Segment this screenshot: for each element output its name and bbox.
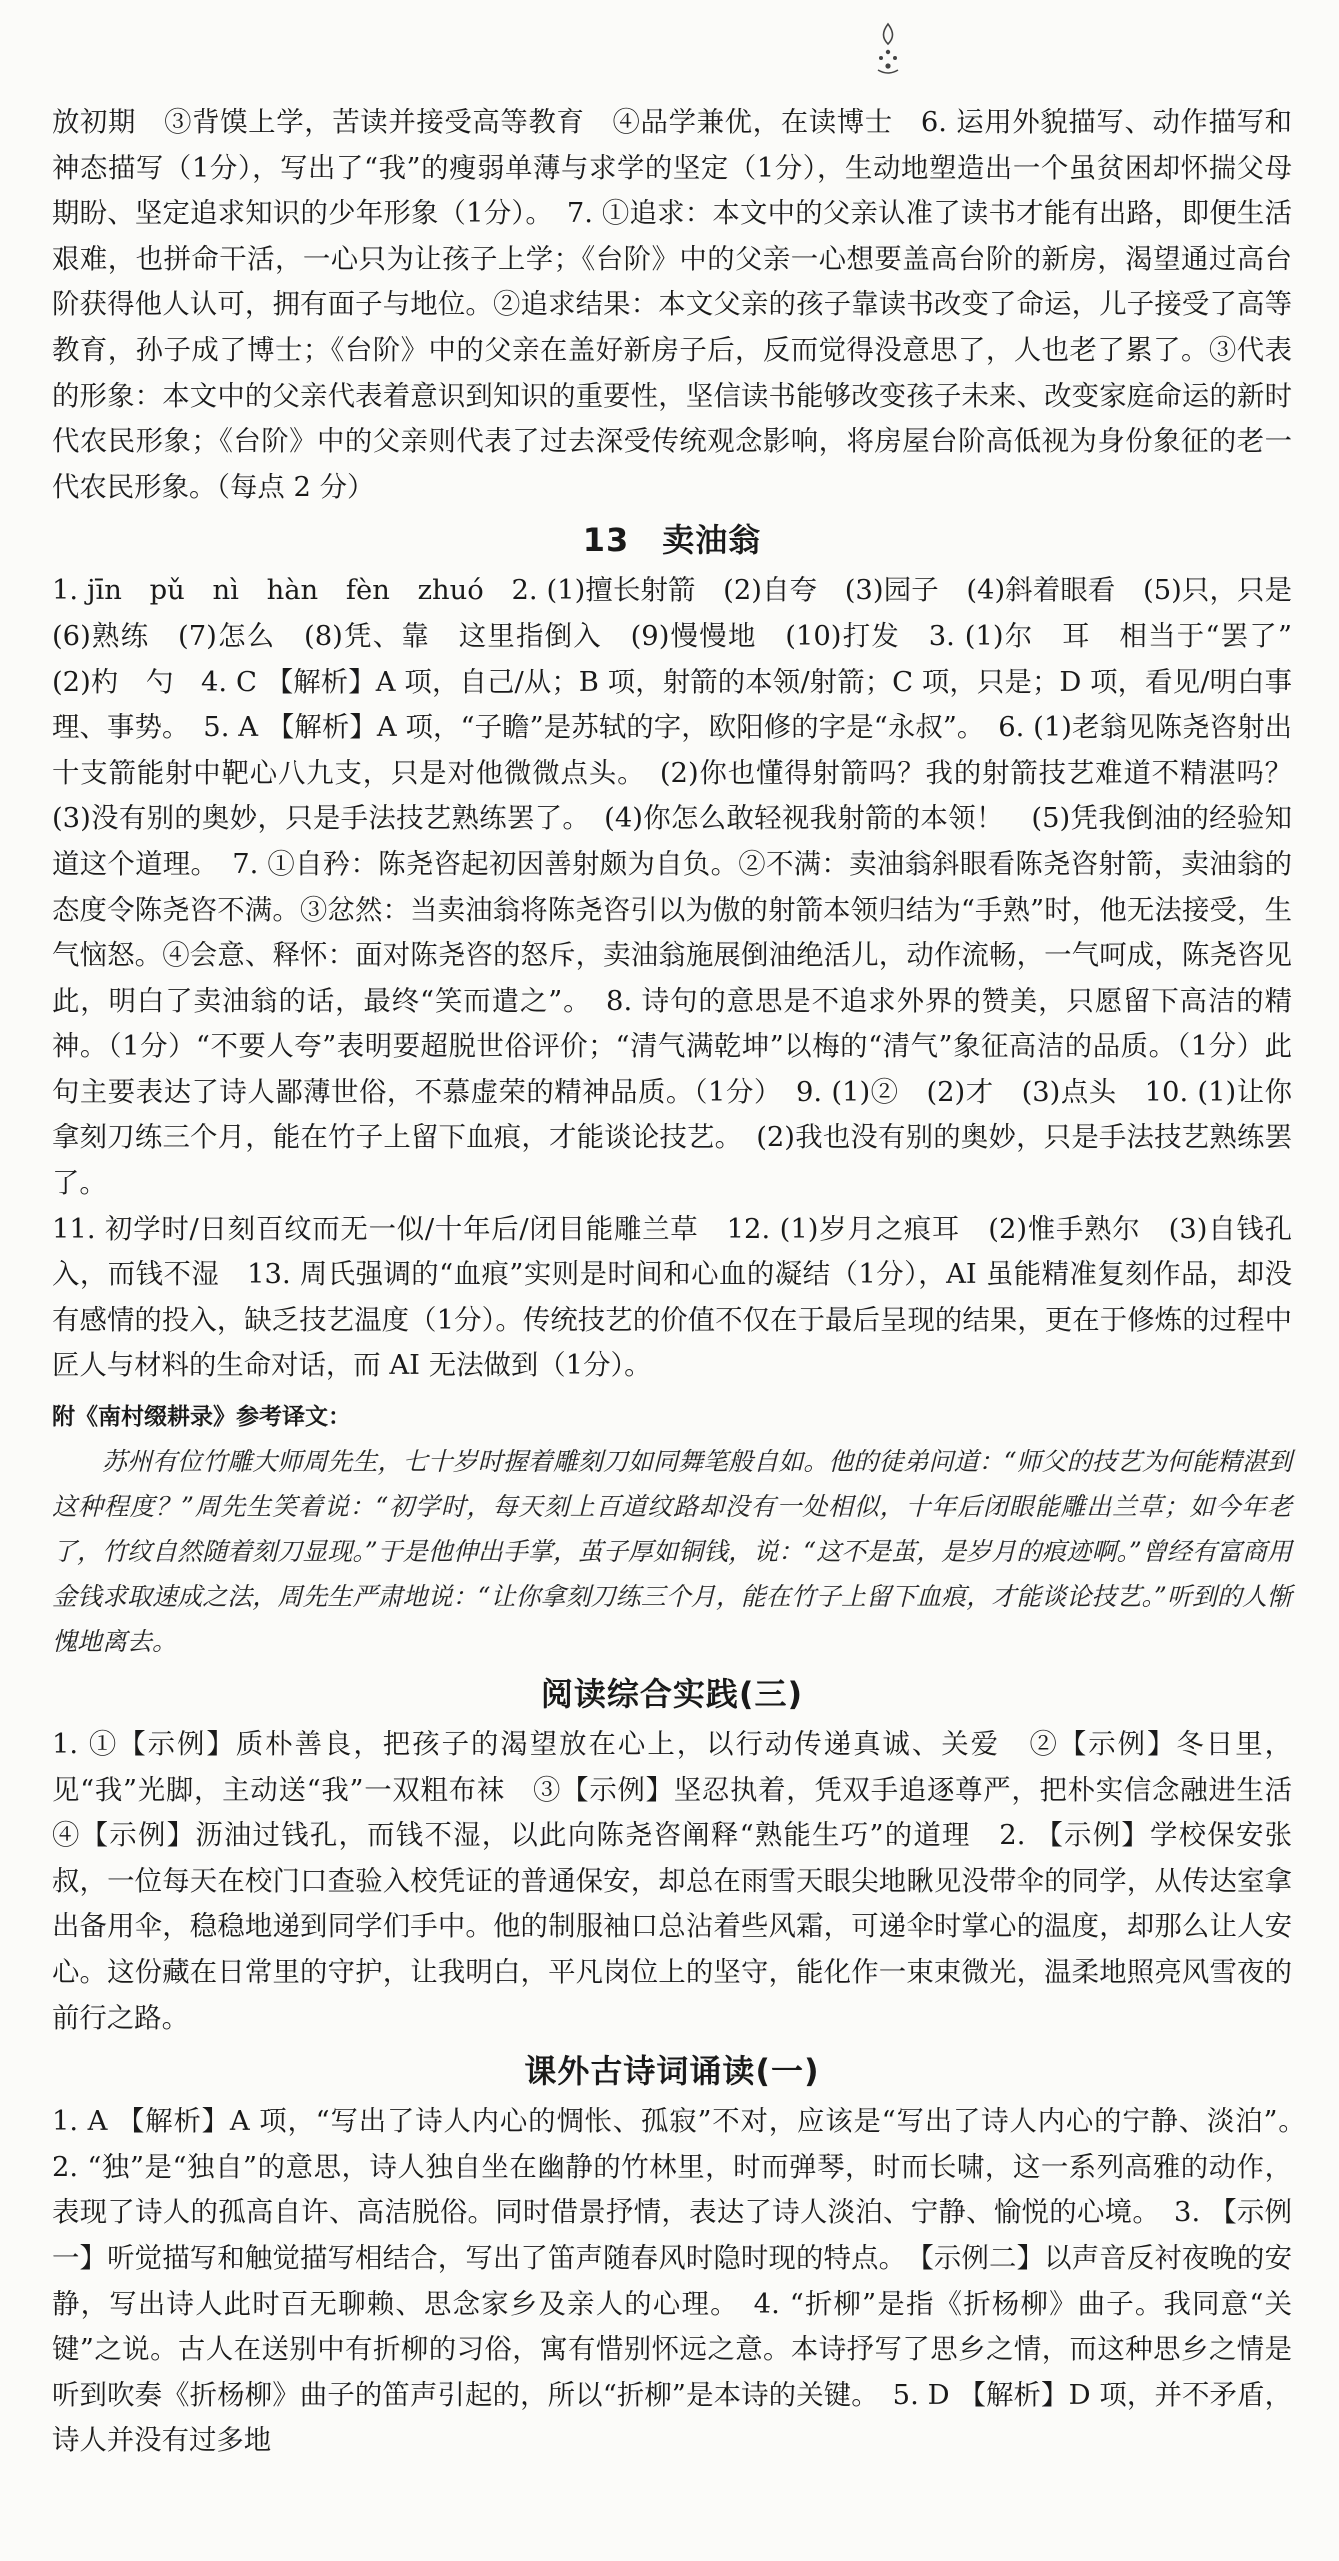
- section-title-maiyouweng: 13 卖油翁: [582, 521, 762, 560]
- section-title-classical-poems: 课外古诗词诵读(一): [524, 2052, 820, 2091]
- section-title-reading-practice: 阅读综合实践(三): [540, 1675, 804, 1714]
- answer-paragraph-prev-lesson: 放初期 ③背馍上学，苦读并接受高等教育 ④品学兼优，在读博士 6. 运用外貌描写、动作描写和神态描写（1分），写出了“我”的瘦弱单薄与求学的坚定（1分），生动地塑造出一个虽贫困却怀揣父母期盼、坚定追求知识的少年形象（1分）。 7. ①追求：本文中的父亲认准了读书才能有出路，即便生活艰难，也拼命干活，一心只为让孩子上学；《台阶》中的父亲一心想要盖高台阶的新房，渴望通过高台阶获得他人认可，拥有面子与地位。②追求结果：本文父亲的孩子靠读书改变了命运，儿子接受了高等教育，孙子成了博士；《台阶》中的父亲在盖好新房子后，反而觉得没意思了，人也老了累了。③代表的形象：本文中的父亲代表着意识到知识的重要性，坚信读书能够改变孩子未来、改变家庭命运的新时代农民形象；《台阶》中的父亲则代表了过去深受传统观念影响，将房屋台阶高低视为身份象征的老一代农民形象。（每点 2 分）: [52, 107, 1292, 503]
- appendix-heading: 附《南村缀耕录》参考译文：: [52, 1404, 351, 1431]
- answer-paragraph-reading-practice: 1. ①【示例】质朴善良，把孩子的渴望放在心上，以行动传递真诚、关爱 ②【示例】冬日里，见“我”光脚，主动送“我”一双粗布袜 ③【示例】坚忍执着，凭双手追逐尊严，把朴实信念融进生活 ④【示例】沥油过钱孔，而钱不湿，以此向陈尧咨阐释“熟能生巧”的道理 2. 【示例】学校保安张叔，一位每天在校门口查验入校凭证的普通保安，却总在雨雪天眼尖地瞅见没带伞的同学，从传达室拿出备用伞，稳稳地递到同学们手中。他的制服袖口总沾着些风霜，可递伞时掌心的温度，却那么让人安心。这份藏在日常里的守护，让我明白，平凡岗位上的坚守，能化作一束束微光，温柔地照亮风雪夜的前行之路。: [52, 1729, 1320, 2034]
- answer-paragraph-maiyouweng-2: 11. 初学时/日刻百纹而无一似/十年后/闭目能雕兰草 12. (1)岁月之痕耳 (2)惟手熟尔 (3)自钱孔入，而钱不湿 13. 周氏强调的“血痕”实则是时间和心血的凝结（1分），AI 虽能精准复刻作品，却没有感情的投入，缺乏技艺温度（1分）。传统技艺的价值不仅在于最后呈现的结果，更在于修炼的过程中匠人与材料的生命对话，而 AI 无法做到（1分）。: [52, 1213, 1292, 1382]
- answer-key-content: [52, 100, 1320, 2464]
- answer-paragraph-maiyouweng-1: 1. jīn pǔ nì hàn fèn zhuó 2. (1)擅长射箭 (2)自夸 (3)园子 (4)斜着眼看 (5)只，只是 (6)熟练 (7)怎么 (8)凭、靠 这里指倒入 (9)慢慢地 (10)打发 3. (1)尔 耳 相当于“罢了” (2)杓 勺 4. C 【解析】A 项，自己/从；B 项，射箭的本领/射箭；C 项，只是；D 项，看见/明白事理、事势。 5. A 【解析】A 项，“子瞻”是苏轼的字，欧阳修的字是“永叔”。 6. (1)老翁见陈尧咨射出十支箭能射中靶心八九支，只是对他微微点头。 (2)你也懂得射箭吗？我的射箭技艺难道不精湛吗？ (3)没有别的奥妙，只是手法技艺熟练罢了。 (4)你怎么敢轻视我射箭的本领！ (5)凭我倒油的经验知道这个道理。 7. ①自矜：陈尧咨起初因善射颇为自负。②不满：卖油翁斜眼看陈尧咨射箭，卖油翁的态度令陈尧咨不满。③忿然：当卖油翁将陈尧咨引以为傲的射箭本领归结为“手熟”时，他无法接受，生气恼怒。④会意、释怀：面对陈尧咨的怒斥，卖油翁施展倒油绝活儿，动作流畅，一气呵成，陈尧咨见此，明白了卖油翁的话，最终“笑而遣之”。 8. 诗句的意思是不追求外界的赞美，只愿留下高洁的精神。（1分）“不要人夸”表明要超脱世俗评价；“清气满乾坤”以梅的“清气”象征高洁的品质。（1分）此句主要表达了诗人鄙薄世俗，不慕虚荣的精神品质。（1分） 9. (1)② (2)才 (3)点头 10. (1)让你拿刻刀练三个月，能在竹子上留下血痕，才能谈论技艺。 (2)我也没有别的奥妙，只是手法技艺熟练罢了。: [52, 575, 1320, 1200]
- translation-paragraph: 苏州有位竹雕大师周先生，七十岁时握着雕刻刀如同舞笔般自如。他的徒弟问道：“师父的技艺为何能精湛到这种程度？”周先生笑着说：“初学时，每天刻上百道纹路却没有一处相似，十年后闭眼能雕出兰草；如今年老了，竹纹自然随着刻刀显现。”于是他伸出手掌，茧子厚如铜钱，说：“这不是茧，是岁月的痕迹啊。”曾经有富商用金钱求取速成之法，周先生严肃地说：“让你拿刻刀练三个月，能在竹子上留下血痕，才能谈论技艺。”听到的人惭愧地离去。: [52, 1447, 1292, 1657]
- ornament-icon: [868, 22, 908, 78]
- answer-paragraph-classical-poems: 1. A 【解析】A 项，“写出了诗人内心的惆怅、孤寂”不对，应该是“写出了诗人内心的宁静、淡泊”。 2. “独”是“独自”的意思，诗人独自坐在幽静的竹林里，时而弹琴，时而长啸，这一系列高雅的动作，表现了诗人的孤高自许、高洁脱俗。同时借景抒情，表达了诗人淡泊、宁静、愉悦的心境。 3. 【示例一】听觉描写和触觉描写相结合，写出了笛声随春风时隐时现的特点。 【示例二】以声音反衬夜晚的安静，写出诗人此时百无聊赖、思念家乡及亲人的心理。 4. “折柳”是指《折杨柳》曲子。我同意“关键”之说。古人在送别中有折柳的习俗，寓有惜别怀远之意。本诗抒写了思乡之情，而这种思乡之情是听到吹奏《折杨柳》曲子的笛声引起的，所以“折柳”是本诗的关键。 5. D 【解析】D 项，并不矛盾，诗人并没有过多地: [52, 2106, 1320, 2457]
